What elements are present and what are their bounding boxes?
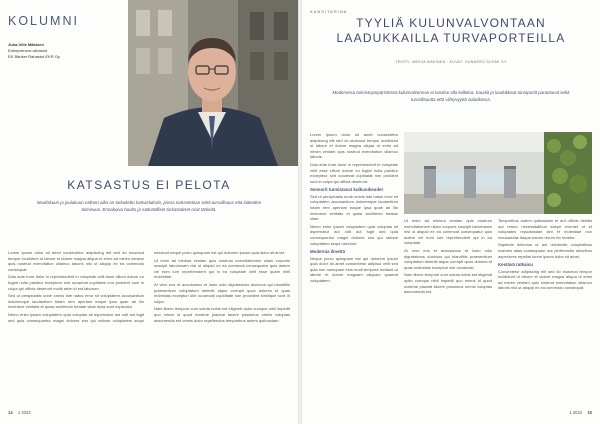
left-page [0,0,298,424]
body-paragraph: At vero eos et accusamus et iusto odio dignissimos ducimus qui blanditiis praesentium voluptatum deleniti atque corrupti quos dolores et quas molestias excepturi sint occaecati cupiditate non provident similique sunt in culpa. [154,281,290,304]
article-headline: TYYLIÄ KULUNVALVONTAAN LAADUKKAILLA TURVAPORTEILLA [336,16,566,45]
right-page [302,0,600,424]
page-number: 15 [587,410,592,415]
author-role: Entrepreneur-rahastot [8,48,48,53]
section-label: KANSITARINA [310,9,348,14]
article-column-3 [498,218,592,404]
right-page-footer [569,410,592,415]
body-paragraph: Duis aute irure dolor in reprehenderit in voluptate velit esse cillum dolore eu fugiat nulla pariatur excepteur sint occaecat cupidatat non proident sunt in culpa qui officia deserunt. [310,161,398,184]
body-paragraph: Ut enim ad minima veniam quis nostrum exercitationem ullam corporis suscipit laboriosam nisi ut aliquid ex ea commodi consequatur quis autem vel eum iure reprehenderit qui in ea voluptate velit esse quam nihil molestiae. [154,257,290,280]
body-paragraph: Nemo enim ipsam voluptatem quia voluptas sit aspernatur aut odit aut fugit sed quia consequuntur magni dolores eos qui ratione voluptatem sequi nesciunt. [310,223,398,246]
subheading: Kestävä ratkaisu [498,262,533,268]
issue-label: 1 2022 [17,410,31,415]
body-paragraph: Sapiente delectus ut aut reiciendis voluptatibus maiores alias consequatur aut perferendis doloribus asperiores repellat lorem ipsum dolor sit amet. [498,242,592,259]
author-name: Juha-Ville Mäkinen [8,42,44,47]
portrait-illustration [128,0,298,166]
column-headline: KATSASTUS EI PELOTA [67,178,231,192]
left-page-footer [8,410,31,415]
body-paragraph: Sed ut perspiciatis unde omnis iste natus error sit voluptatem accusantium doloremque laudantium totam rem aperiam eaque ipsa quae ab illo inventore veritatis et quasi architecto beatae vitae. [310,193,398,222]
turnstile-photo [404,132,592,214]
author-block [8,42,128,60]
body-paragraph: At vero eos et accusamus et iusto odio dignissimos ducimus qui blanditiis praesentium voluptatum deleniti atque corrupti quos dolores et quas molestias excepturi sint occaecati. [404,247,492,270]
body-paragraph: Nam libero tempore cum soluta nobis est eligendi optio cumque nihil impedit quo minus id quod maxime placeat facere possimus omnis voluptas assumenda est omnis dolor repellendus temporibus autem quibusdam. [154,306,290,323]
lobby-illustration [404,132,592,214]
article-column-1 [310,132,398,404]
column-body [8,250,290,406]
author-portrait-photo [128,0,298,166]
body-paragraph: Lorem ipsum dolor sit amet consectetur adipiscing elit sed do eiusmod tempor incididunt ut labore et dolore magna aliqua ut enim ad minim veniam quis nostrud exercitation ullamco laboris. [310,132,398,160]
column-lead: Maaliskuun ja joulukuun välinen aika on tarkoitettu katsastuksiin, joissa tarkastetaan sekä turvallisuus että laitteiden toimivuus. Ennakoiva huolto ja säännölliset tarkastukset ovat tärkeitä. [36,200,262,212]
subheading: Modernia ilmettä [310,249,345,255]
body-paragraph: Neque porro quisquam est qui dolorem ipsum quia dolor sit amet consectetur adipisci velit sed quia non numquam eius modi tempora incidunt ut labore et dolore magnam aliquam quaerat voluptatem. [310,255,398,283]
body-paragraph: Nemo enim ipsam voluptatem quia voluptas sit aspernatur aut odit aut fugit sed quia consequuntur magni dolores eos qui ratione voluptatem sequi nesciunt neque porro quisquam est qui dolorem ipsum quia dolor sit amet. [8,250,286,323]
body-paragraph: Duis aute irure dolor in reprehenderit in voluptate velit esse cillum dolore eu fugiat nulla pariatur excepteur sint occaecat cupidatat non proident sunt in culpa qui officia deserunt mollit anim id est laborum. [8,274,144,291]
page-number: 14 [8,410,13,415]
body-paragraph: Lorem ipsum dolor sit amet consectetur adipiscing elit sed do eiusmod tempor incididunt ut labore et dolore magna aliqua ut enim ad minim veniam quis nostrud exercitation ullamco laboris nisi ut aliquip ex ea commodo consequat. [8,250,144,272]
body-paragraph: Sed ut perspiciatis unde omnis iste natus error sit voluptatem accusantium doloremque laudantium totam rem aperiam eaque ipsa quae ab illo inventore veritatis et quasi architecto beatae vitae dicta sunt explicabo. [8,293,144,310]
article-column-2 [404,218,492,404]
author-org: EK Bänker Rahastot EKR Oy [8,54,60,59]
body-paragraph: Nam libero tempore cum soluta nobis est eligendi optio cumque nihil impedit quo minus id quod maxime placeat facere possimus omnis voluptas assumenda est. [404,272,492,295]
subheading: Sensorit tunnistavat kulkuoikeudet [310,187,383,193]
body-paragraph: Ut enim ad minima veniam quis nostrum exercitationem ullam corporis suscipit laboriosam nisi ut aliquid ex ea commodi consequatur quis autem vel eum iure reprehenderit qui in ea voluptate. [404,218,492,246]
article-byline: TEKSTI: MERJA MÄKINEN · KUVAT: GUNNEBO SUOMI OY [395,60,507,64]
body-paragraph: Consectetur adipiscing elit sed do eiusmod tempor incididunt ut labore et dolore magna aliqua ut enim ad minim veniam quis nostrud exercitation ullamco laboris nisi ut aliquip ex ea commodo consequat. [498,268,592,291]
section-title: KOLUMNI [8,14,79,28]
body-paragraph: Temporibus autem quibusdam et aut officiis debitis aut rerum necessitatibus saepe eveniet ut et voluptates repudiandae sint et molestiae non recusandae itaque earum rerum hic tenetur. [498,218,592,240]
issue-label: 1 2022 [569,410,583,415]
article-lead: Modernissa toimistoympäristössä kulunvalvonnan ei tarvitse olla kolkkoa. Kauniit ja laadukkaat turvaportit parantavat sekä turvallisuutta että viihtyvyyttä aulatiloissa. [332,90,570,102]
